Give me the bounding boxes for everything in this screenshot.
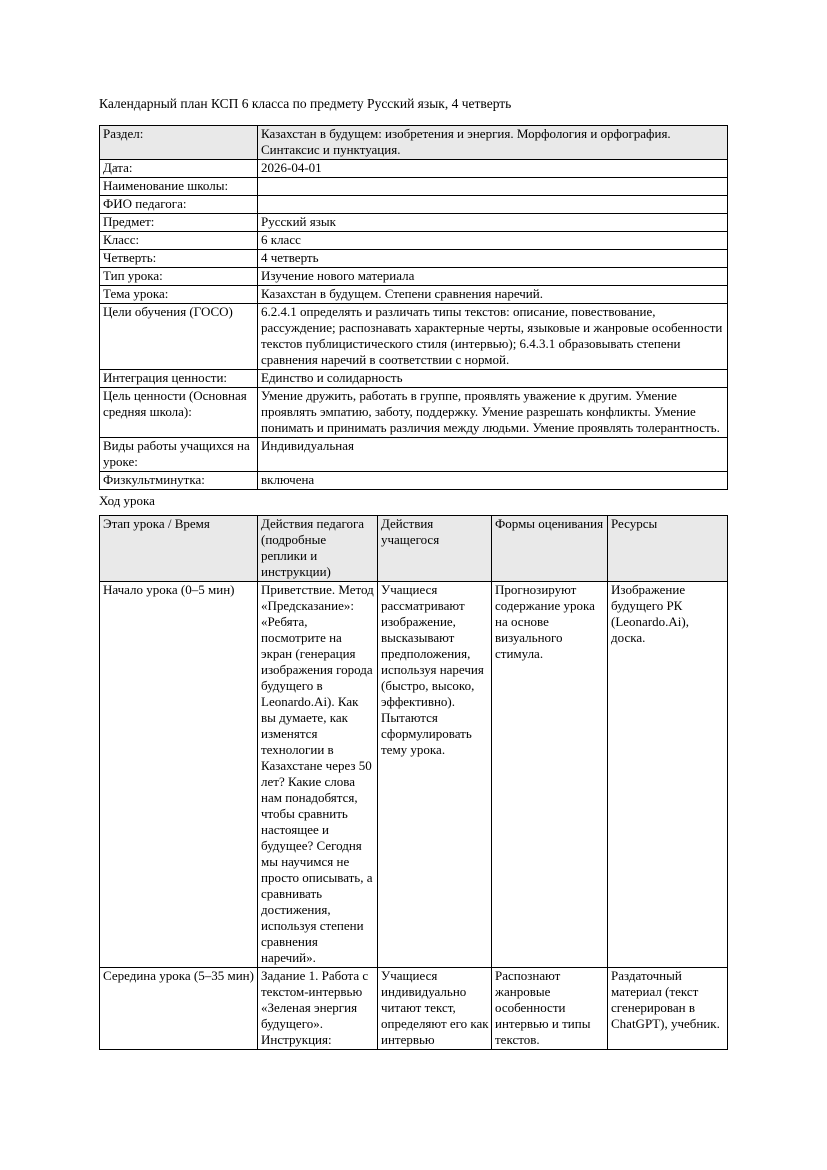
info-label: Дата: (100, 160, 258, 178)
info-value (258, 196, 728, 214)
info-value: Умение дружить, работать в группе, проявлять уважение к другим. Умение проявлять эмпатию, заботу, поддержку. Умение разрешать конфликты. Умение понимать и принимать различия между людьми. Умение проявлять толерантность. (258, 388, 728, 438)
stage-cell: Середина урока (5–35 мин) (100, 968, 258, 1050)
column-header-resources: Ресурсы (608, 516, 728, 582)
table-row (100, 582, 728, 968)
page-title: Календарный план КСП 6 класса по предмету Русский язык, 4 четверть (99, 96, 512, 111)
info-label: Четверть: (100, 250, 258, 268)
info-label: Тема урока: (100, 286, 258, 304)
info-label: Цели обучения (ГОСО) (100, 304, 258, 370)
info-value: Казахстан в будущем. Степени сравнения наречий. (258, 286, 728, 304)
info-label: Класс: (100, 232, 258, 250)
info-label: Физкультминутка: (100, 472, 258, 490)
table-row (100, 472, 728, 490)
info-table (99, 125, 728, 490)
table-row (100, 304, 728, 370)
section-heading: Ход урока (99, 493, 155, 508)
table-row (100, 232, 728, 250)
info-value: 4 четверть (258, 250, 728, 268)
column-header-teacher-actions: Действия педагога (подробные реплики и инструкции) (258, 516, 378, 582)
table-row (100, 370, 728, 388)
table-row (100, 196, 728, 214)
resources-cell: Изображение будущего РК (Leonardo.Ai), доска. (608, 582, 728, 968)
info-label: Тип урока: (100, 268, 258, 286)
info-value: Изучение нового материала (258, 268, 728, 286)
table-row (100, 968, 728, 1050)
assessment-cell: Прогнозируют содержание урока на основе визуального стимула. (492, 582, 608, 968)
info-label: Раздел: (100, 126, 258, 160)
lesson-table (99, 515, 728, 1050)
info-value: 2026-04-01 (258, 160, 728, 178)
table-row (100, 438, 728, 472)
table-row (100, 286, 728, 304)
info-label: Виды работы учащихся на уроке: (100, 438, 258, 472)
info-label: Наименование школы: (100, 178, 258, 196)
info-value: Индивидуальная (258, 438, 728, 472)
info-label: Интеграция ценности: (100, 370, 258, 388)
info-label: ФИО педагога: (100, 196, 258, 214)
info-label: Цель ценности (Основная средняя школа): (100, 388, 258, 438)
table-row (100, 160, 728, 178)
info-value: 6.2.4.1 определять и различать типы текстов: описание, повествование, рассуждение; распознавать характерные черты, языковые и жанровые особенности текстов публицистического стиля (интервью); 6.4.3.1 образовывать степени сравнения наречий в соответствии с нормой. (258, 304, 728, 370)
info-value: Единство и солидарность (258, 370, 728, 388)
lesson-table-header-row (100, 516, 728, 582)
teacher-actions-cell: Задание 1. Работа с текстом-интервью «Зеленая энергия будущего». Инструкция: (258, 968, 378, 1050)
teacher-actions-cell: Приветствие. Метод «Предсказание»: «Ребята, посмотрите на экран (генерация изображения города будущего в Leonardo.Ai). Как вы думаете, как изменятся технологии в Казахстане через 50 лет? Какие слова нам понадобятся, чтобы сравнить настоящее и будущее? Сегодня мы научимся не просто описывать, а сравнивать достижения, используя степени сравнения наречий». (258, 582, 378, 968)
info-value (258, 178, 728, 196)
table-row (100, 250, 728, 268)
table-row (100, 126, 728, 160)
student-actions-cell: Учащиеся индивидуально читают текст, определяют его как интервью (378, 968, 492, 1050)
column-header-assessment: Формы оценивания (492, 516, 608, 582)
info-value: включена (258, 472, 728, 490)
assessment-cell: Распознают жанровые особенности интервью и типы текстов. (492, 968, 608, 1050)
table-row (100, 178, 728, 196)
column-header-stage: Этап урока / Время (100, 516, 258, 582)
table-row (100, 214, 728, 232)
column-header-student-actions: Действия учащегося (378, 516, 492, 582)
info-value: Русский язык (258, 214, 728, 232)
table-row (100, 388, 728, 438)
table-row (100, 268, 728, 286)
resources-cell: Раздаточный материал (текст сгенерирован в ChatGPT), учебник. (608, 968, 728, 1050)
info-value: 6 класс (258, 232, 728, 250)
student-actions-cell: Учащиеся рассматривают изображение, высказывают предположения, используя наречия (быстро, высоко, эффективно). Пытаются сформулировать тему урока. (378, 582, 492, 968)
info-label: Предмет: (100, 214, 258, 232)
info-value: Казахстан в будущем: изобретения и энергия. Морфология и орфография. Синтаксис и пунктуация. (258, 126, 728, 160)
stage-cell: Начало урока (0–5 мин) (100, 582, 258, 968)
